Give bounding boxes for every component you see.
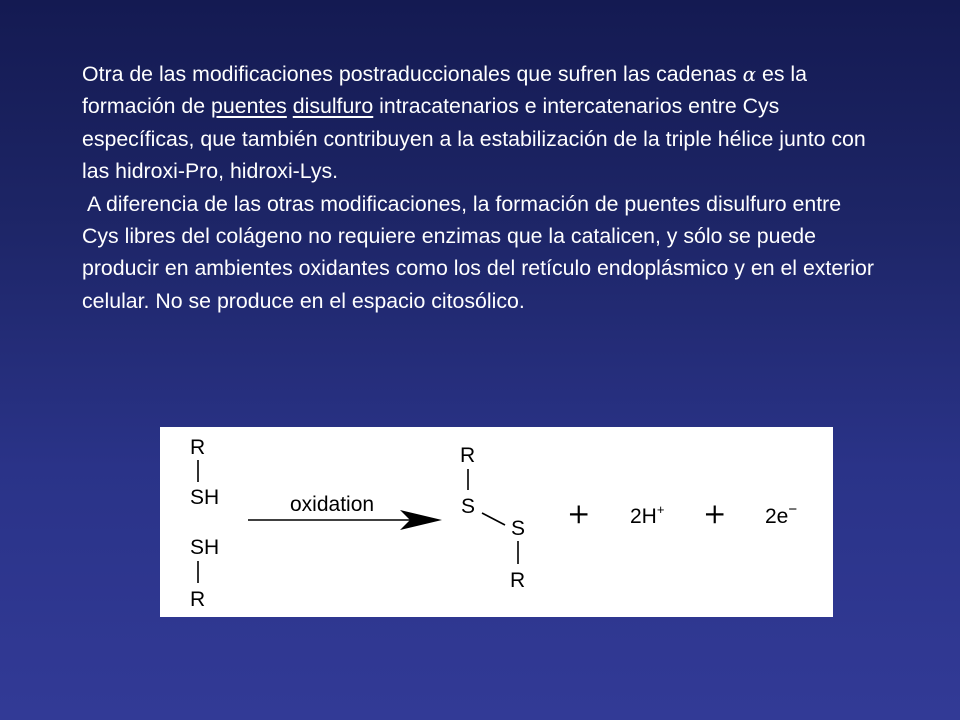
electron-coef: 2e: [765, 505, 789, 528]
plus-sign-2: +: [703, 497, 727, 530]
arrow-label: oxidation: [290, 493, 375, 516]
reaction-diagram: [160, 427, 833, 617]
paragraph-1: [82, 58, 882, 188]
plus-sign-1: +: [567, 497, 591, 530]
product-disulfide-bond: [482, 513, 505, 525]
product-s2: S: [511, 517, 526, 540]
proton-term: [630, 502, 664, 528]
underlined-puentes: puentes: [211, 94, 287, 119]
reactant1-r: R: [190, 436, 206, 459]
reactant2-sh: SH: [190, 536, 220, 559]
proton-coef: 2H: [630, 505, 657, 528]
p1-text-b: es la formación de: [82, 62, 807, 119]
electron-term: [765, 501, 797, 528]
product-r-top: R: [460, 444, 476, 467]
product-r-bottom: R: [510, 569, 526, 592]
alpha-symbol: α: [742, 62, 757, 86]
p1-text-a: Otra de las modificaciones postraduccionales que sufren las cadenas: [82, 62, 743, 86]
slide-text: [82, 58, 882, 317]
reactant1-sh: SH: [190, 486, 220, 509]
reactant2-r: R: [190, 588, 206, 611]
underlined-disulfuro: disulfuro: [292, 94, 374, 119]
product-s1: S: [461, 495, 476, 518]
p1-text-c: intracatenarios e intercatenarios entre Cys específicas, que también contribuyen a la estabilización de la triple hélice junto con las hidroxi-Pro, hidroxi-Lys.: [82, 94, 866, 184]
reaction-svg: [160, 427, 833, 617]
paragraph-2: A diferencia de las otras modificaciones, la formación de puentes disulfuro entre Cys libres del colágeno no requiere enzimas que la catalicen, y sólo se puede producir en ambientes oxidantes como los del retículo endoplásmico y en el exterior celular. No se produce en el espacio citosólico.: [82, 191, 874, 313]
proton-charge: +: [656, 502, 665, 517]
electron-charge: −: [788, 501, 798, 518]
